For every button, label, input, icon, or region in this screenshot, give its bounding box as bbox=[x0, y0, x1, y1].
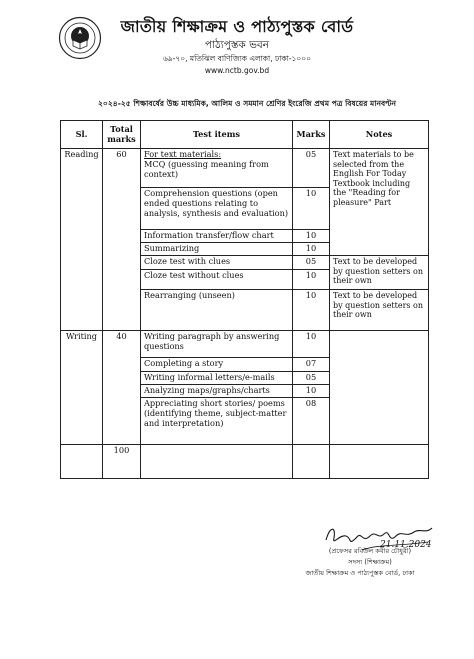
signatory-role: সদস্য (শিক্ষাক্রম) bbox=[348, 558, 392, 566]
item-marks: 10 bbox=[293, 270, 330, 290]
total-label-cell bbox=[61, 445, 103, 479]
table-header-row bbox=[61, 121, 429, 149]
table-row bbox=[61, 331, 429, 358]
header-notes: Notes bbox=[330, 121, 429, 149]
test-item: Rearranging (unseen) bbox=[141, 290, 293, 331]
header-marks: Marks bbox=[293, 121, 330, 149]
note-cell: Text to be developed by question setters on their own bbox=[330, 290, 429, 331]
test-item: Writing informal letters/e-mails bbox=[141, 372, 293, 385]
test-item bbox=[141, 149, 293, 188]
test-item: Summarizing bbox=[141, 243, 293, 256]
header-sl: Sl. bbox=[61, 121, 103, 149]
item-marks: 10 bbox=[293, 243, 330, 256]
org-address: ৬৯-৭০, মতিঝিল বাণিজ্যিক এলাকা, ঢাকা-১০০০ bbox=[162, 54, 312, 63]
signature-date: 21.11.2024 bbox=[380, 540, 432, 550]
item-marks: 07 bbox=[293, 358, 330, 372]
table-row bbox=[61, 149, 429, 188]
marks-distribution-table bbox=[60, 120, 429, 479]
signatory-name: (প্রফেসর রবিউল কবীর চৌধুরী) bbox=[328, 547, 412, 555]
section-writing: Writing bbox=[61, 331, 103, 445]
section-reading: Reading bbox=[61, 149, 103, 331]
test-item: Writing paragraph by answering questions bbox=[141, 331, 293, 358]
item-marks: 10 bbox=[293, 188, 330, 230]
writing-total: 40 bbox=[103, 331, 141, 445]
note-cell: Text to be developed by question setters on their own bbox=[330, 256, 429, 290]
empty-cell bbox=[330, 445, 429, 479]
document-heading: ২০২৪-২৫ শিক্ষাবর্ষের উচ্চ মাধ্যমিক, আলিম ও সমমান শ্রেণির ইংরেজি প্রথম পত্র বিষয়ের মানবণ্টন bbox=[97, 99, 397, 108]
item-marks: 05 bbox=[293, 256, 330, 270]
test-item: Comprehension questions (open ended questions relating to analysis, synthesis and evaluation) bbox=[141, 188, 293, 230]
org-building: পাঠ্যপুস্তক ভবন bbox=[204, 39, 270, 51]
table-row bbox=[61, 445, 429, 479]
signatory-organization: জাতীয় শিক্ষাক্রম ও পাঠ্যপুস্তক বোর্ড, ঢাকা bbox=[305, 569, 415, 577]
test-item-heading: For text materials: bbox=[144, 149, 222, 159]
item-marks: 05 bbox=[293, 372, 330, 385]
test-item-text: MCQ (guessing meaning from context) bbox=[144, 158, 269, 179]
grand-total: 100 bbox=[103, 445, 141, 479]
org-name: জাতীয় শিক্ষাক্রম ও পাঠ্যপুস্তক বোর্ড bbox=[120, 17, 354, 36]
item-marks: 10 bbox=[293, 385, 330, 398]
note-cell bbox=[330, 331, 429, 445]
item-marks: 10 bbox=[293, 331, 330, 358]
test-item: Cloze test without clues bbox=[141, 270, 293, 290]
item-marks: 10 bbox=[293, 230, 330, 243]
note-cell: Text materials to be selected from the English For Today Textbook including the "Reading for pleasure" Part bbox=[330, 149, 429, 256]
test-item: Cloze test with clues bbox=[141, 256, 293, 270]
org-website: www.nctb.gov.bd bbox=[204, 66, 270, 75]
test-item: Analyzing maps/graphs/charts bbox=[141, 385, 293, 398]
reading-total: 60 bbox=[103, 149, 141, 331]
test-item: Information transfer/flow chart bbox=[141, 230, 293, 243]
item-marks: 10 bbox=[293, 290, 330, 331]
header-test-items: Test items bbox=[141, 121, 293, 149]
empty-cell bbox=[141, 445, 293, 479]
header-total-marks: Total marks bbox=[103, 121, 141, 149]
item-marks: 05 bbox=[293, 149, 330, 188]
test-item: Appreciating short stories/ poems (identifying theme, subject-matter and interpretation) bbox=[141, 398, 293, 445]
empty-cell bbox=[293, 445, 330, 479]
test-item: Completing a story bbox=[141, 358, 293, 372]
item-marks: 08 bbox=[293, 398, 330, 445]
